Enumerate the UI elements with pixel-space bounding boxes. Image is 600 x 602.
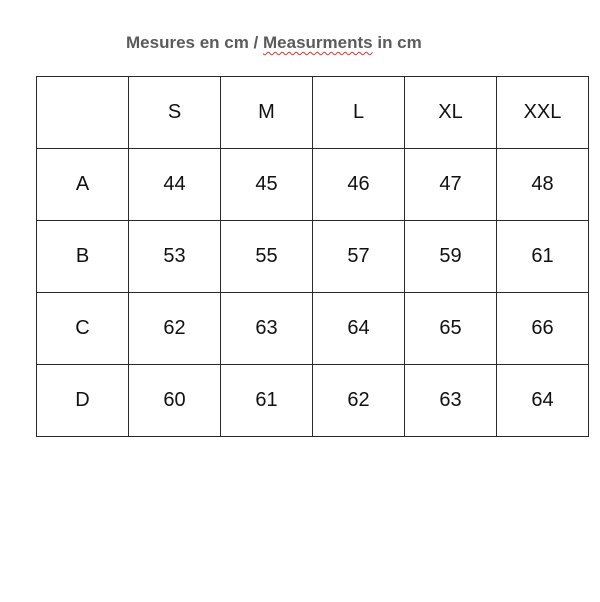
table-cell: 64	[497, 365, 589, 437]
table-cell: 63	[405, 365, 497, 437]
page-title	[126, 33, 422, 53]
table-cell: 45	[221, 149, 313, 221]
table-cell: 53	[129, 221, 221, 293]
table-cell: 63	[221, 293, 313, 365]
table-corner-cell	[37, 77, 129, 149]
title-suffix: in cm	[372, 33, 422, 52]
table-cell: 47	[405, 149, 497, 221]
column-header-xl: XL	[405, 77, 497, 149]
row-label-c: C	[37, 293, 129, 365]
table-cell: 48	[497, 149, 589, 221]
table-row	[37, 221, 589, 293]
column-header-l: L	[313, 77, 405, 149]
table-cell: 61	[497, 221, 589, 293]
table-cell: 65	[405, 293, 497, 365]
column-header-xxl: XXL	[497, 77, 589, 149]
table-cell: 61	[221, 365, 313, 437]
table-cell: 66	[497, 293, 589, 365]
size-chart-table	[36, 76, 589, 437]
column-header-s: S	[129, 77, 221, 149]
title-prefix: Mesures en cm /	[126, 33, 264, 52]
table-cell: 64	[313, 293, 405, 365]
table-row	[37, 149, 589, 221]
table-cell: 55	[221, 221, 313, 293]
table-header-row	[37, 77, 589, 149]
table-cell: 44	[129, 149, 221, 221]
column-header-m: M	[221, 77, 313, 149]
title-misspelled-word: Measurments	[263, 33, 373, 52]
table-cell: 57	[313, 221, 405, 293]
row-label-b: B	[37, 221, 129, 293]
table-cell: 59	[405, 221, 497, 293]
table-cell: 62	[313, 365, 405, 437]
table-cell: 60	[129, 365, 221, 437]
table-cell: 46	[313, 149, 405, 221]
table-row	[37, 365, 589, 437]
table-row	[37, 293, 589, 365]
row-label-a: A	[37, 149, 129, 221]
table-cell: 62	[129, 293, 221, 365]
row-label-d: D	[37, 365, 129, 437]
